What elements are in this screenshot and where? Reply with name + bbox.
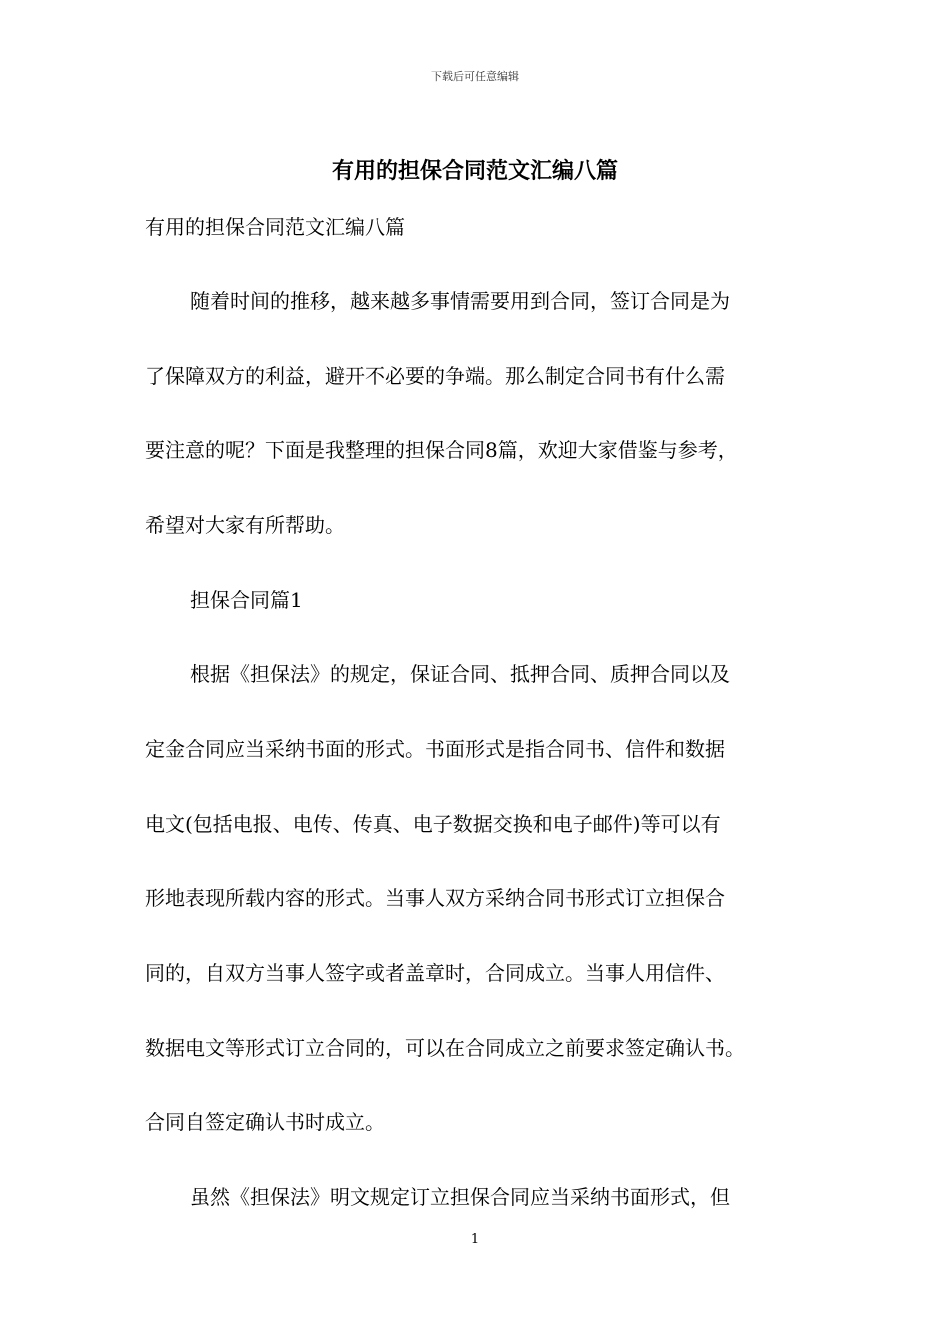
subtitle: 有用的担保合同范文汇编八篇 bbox=[145, 215, 405, 239]
paragraph-line: 电文(包括电报、电传、传真、电子数据交换和电子邮件)等可以有 bbox=[145, 812, 721, 836]
paragraph-line: 要注意的呢？下面是我整理的担保合同8篇，欢迎大家借鉴与参考， bbox=[145, 438, 738, 462]
header-note: 下载后可任意编辑 bbox=[431, 70, 519, 83]
paragraph-line: 虽然《担保法》明文规定订立担保合同应当采纳书面形式，但 bbox=[190, 1185, 730, 1209]
page-number: 1 bbox=[470, 1232, 480, 1247]
paragraph-line: 定金合同应当采纳书面的形式。书面形式是指合同书、信件和数据 bbox=[145, 737, 725, 761]
section-heading: 担保合同篇1 bbox=[190, 588, 303, 612]
paragraph-line: 合同自签定确认书时成立。 bbox=[145, 1110, 385, 1134]
paragraph-line: 数据电文等形式订立合同的，可以在合同成立之前要求签定确认书。 bbox=[145, 1036, 745, 1060]
document-title: 有用的担保合同范文汇编八篇 bbox=[331, 158, 618, 184]
paragraph-line: 希望对大家有所帮助。 bbox=[145, 513, 345, 537]
paragraph-line: 根据《担保法》的规定，保证合同、抵押合同、质押合同以及 bbox=[190, 662, 730, 686]
paragraph-line: 同的，自双方当事人签字或者盖章时，合同成立。当事人用信件、 bbox=[145, 961, 725, 985]
paragraph-line: 了保障双方的利益，避开不必要的争端。那么制定合同书有什么需 bbox=[145, 364, 725, 388]
paragraph-line: 形地表现所载内容的形式。当事人双方采纳合同书形式订立担保合 bbox=[145, 886, 725, 910]
paragraph-line: 随着时间的推移，越来越多事情需要用到合同，签订合同是为 bbox=[190, 289, 730, 313]
